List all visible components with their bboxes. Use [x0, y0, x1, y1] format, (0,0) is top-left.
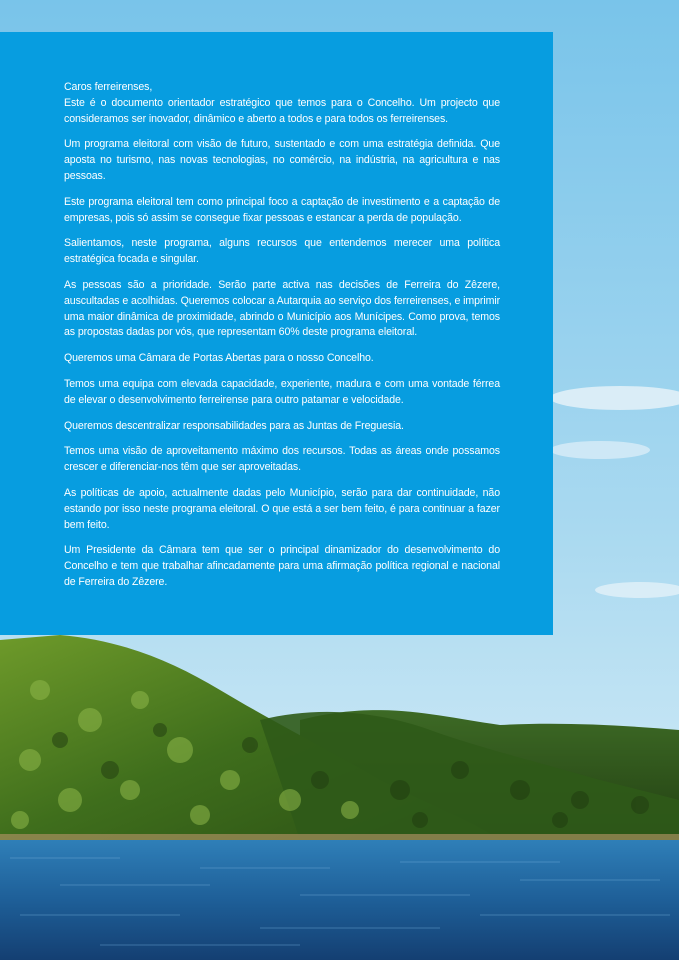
paragraph-5: As pessoas são a prioridade. Serão parte activa nas decisões de Ferreira do Zêzere, auscultadas e acolhidas. Queremos colocar a Autarquia ao serviço dos ferreirenses, e imprimir uma maior dinâmica de proximidade, abrindo o Município aos Munícipes. Como prova, temos as propostas dadas por vós, que representam 60% deste programa eleitoral.: [64, 278, 500, 339]
paragraph-1: Este é o documento orientador estratégico que temos para o Concelho. Um projecto que consideramos ser inovador, dinâmico e aberto a todos e para todos os ferreirenses.: [64, 96, 500, 125]
letter-panel: [0, 32, 553, 635]
greeting: Caros ferreirenses,: [64, 81, 153, 93]
paragraph-9: Temos uma visão de aproveitamento máximo dos recursos. Todas as áreas onde possamos crescer e diferenciar-nos têm que ser aproveitadas.: [64, 445, 500, 474]
paragraph-10: As políticas de apoio, actualmente dadas pelo Município, serão para dar continuidade, não estando por isso neste programa eleitoral. O que está a ser bem feito, é para continuar a fazer bem feito.: [64, 486, 500, 531]
paragraph-7: Temos uma equipa com elevada capacidade, experiente, madura e com uma vontade férrea de elevar o desenvolvimento ferreirense para outro patamar e velocidade.: [64, 377, 500, 406]
letter-paragraph: [64, 80, 500, 127]
paragraph-2: Um programa eleitoral com visão de futuro, sustentado e com uma estratégia definida. Que aposta no turismo, nas novas tecnologias, no comércio, na indústria, na agricultura e nas pessoas.: [64, 138, 500, 182]
paragraph-8: Queremos descentralizar responsabilidades para as Juntas de Freguesia.: [64, 419, 404, 432]
paragraph-11: Um Presidente da Câmara tem que ser o principal dinamizador do desenvolvimento do Concelho e tem que trabalhar afincadamente para uma afirmação política regional e nacional de Ferreira do Zêzere.: [64, 544, 500, 588]
paragraph-3: Este programa eleitoral tem como principal foco a captação de investimento e a captação de empresas, pois só assim se consegue fixar pessoas e estancar a perda de população.: [64, 195, 500, 224]
paragraph-6: Queremos uma Câmara de Portas Abertas para o nosso Concelho.: [64, 352, 374, 365]
paragraph-4: Salientamos, neste programa, alguns recursos que entendemos merecer uma política estratégica focada e singular.: [64, 237, 500, 266]
